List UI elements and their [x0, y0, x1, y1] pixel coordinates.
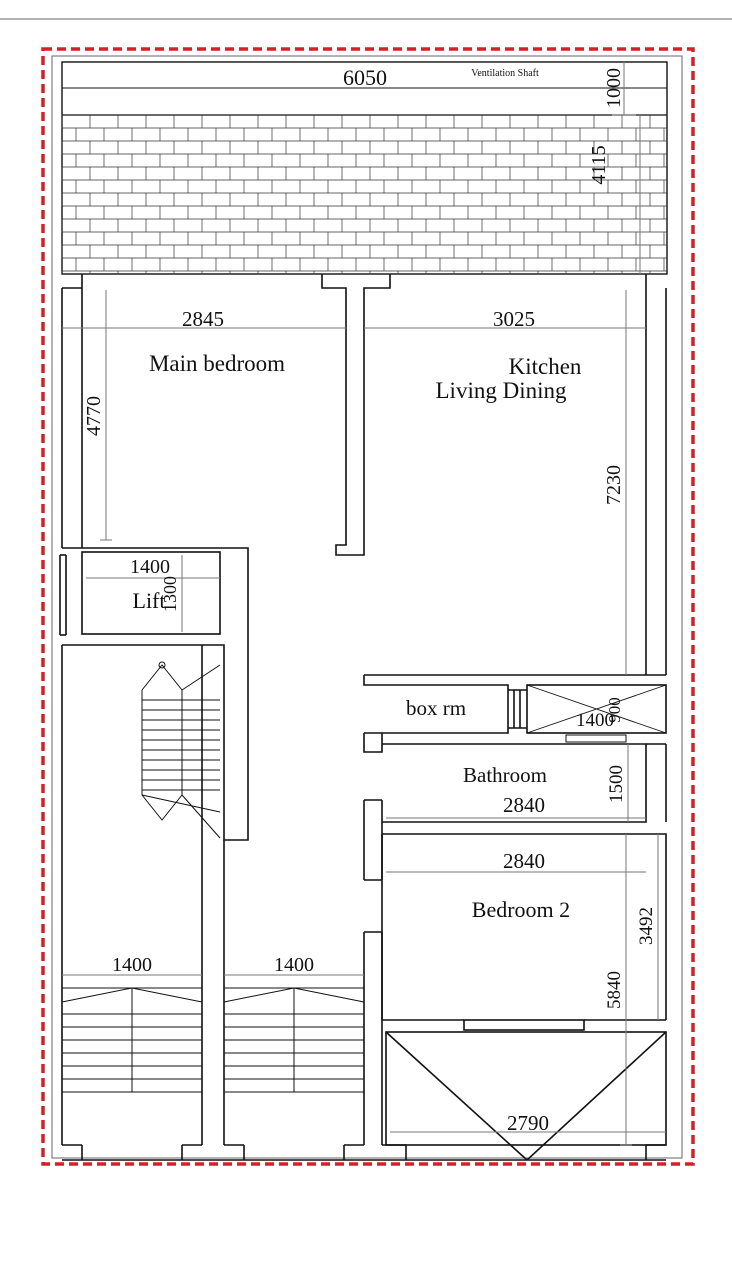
dim-bathroom-depth: 1500	[606, 765, 627, 803]
ventilation-grid	[62, 115, 667, 274]
room-label-box-room: box rm	[405, 696, 467, 720]
dim-kitchen-width: 3025	[493, 307, 535, 331]
dim-lift-width: 1400	[130, 556, 170, 578]
room-label-bedroom-2: Bedroom 2	[471, 897, 571, 922]
dim-main-bedroom-width: 2845	[182, 307, 224, 331]
curved-stair-treads	[142, 700, 220, 790]
dim-box-depth: 900	[605, 697, 624, 723]
dim-top-width: 6050	[343, 65, 387, 90]
box-room-sill	[566, 735, 626, 742]
dim-rear-depth: 5840	[604, 971, 625, 1009]
dim-grid-height: 4115	[588, 145, 610, 185]
dim-lift-depth: 1300	[160, 576, 180, 612]
dim-box-width: 1400	[576, 710, 614, 731]
dim-bathroom-width: 2840	[503, 793, 545, 817]
dim-vent-height: 1000	[603, 68, 625, 108]
dim-main-bedroom-depth: 4770	[83, 396, 105, 436]
room-label-bathroom: Bathroom	[463, 763, 547, 787]
dim-bedroom2-width: 2840	[503, 849, 545, 873]
dim-stair-left-width: 1400	[112, 954, 152, 976]
room-label-lift: Lift	[132, 588, 166, 613]
room-label-main-bedroom: Main bedroom	[148, 351, 286, 376]
dim-kitchen-depth: 7230	[603, 465, 625, 505]
ventilation-shaft	[62, 62, 667, 274]
dim-balcony-width: 2790	[507, 1111, 549, 1135]
room-label-kitchen: Kitchen	[508, 354, 582, 379]
ventilation-label: Ventilation Shaft	[471, 68, 539, 79]
dim-stair-mid-width: 1400	[274, 954, 314, 976]
room-label-living-dining: Living Dining	[435, 378, 567, 403]
dim-bedroom2-depth: 3492	[636, 907, 657, 945]
